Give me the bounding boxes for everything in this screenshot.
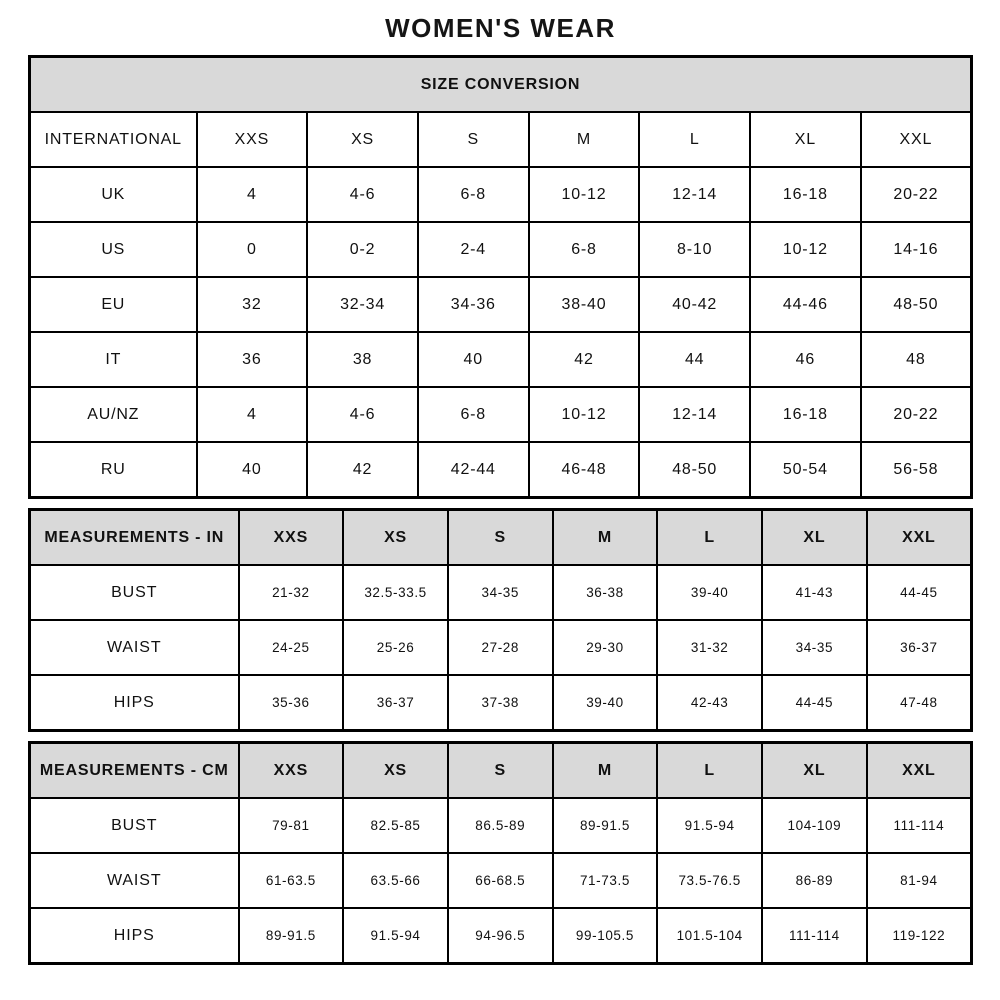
size-conversion-title: SIZE CONVERSION xyxy=(30,57,972,113)
measurement-cell: 25-26 xyxy=(343,620,448,675)
measurement-cell: 32.5-33.5 xyxy=(343,565,448,620)
size-conversion-title-row xyxy=(30,57,972,113)
column-header-l: L xyxy=(657,510,762,566)
row-bust-cm xyxy=(30,798,972,853)
size-cell: 46 xyxy=(750,332,861,387)
column-header-international: INTERNATIONAL xyxy=(30,112,197,167)
size-cell: 40-42 xyxy=(639,277,750,332)
size-cell: 44 xyxy=(639,332,750,387)
size-cell: 20-22 xyxy=(861,167,972,222)
column-header-s: S xyxy=(418,112,529,167)
column-header-xxl: XXL xyxy=(861,112,972,167)
column-header-measurements-cm: MEASUREMENTS - CM xyxy=(30,743,239,799)
size-cell: 12-14 xyxy=(639,387,750,442)
measurement-cell: 31-32 xyxy=(657,620,762,675)
size-cell: 48-50 xyxy=(639,442,750,498)
size-cell: 32-34 xyxy=(307,277,418,332)
measurement-cell: 99-105.5 xyxy=(553,908,658,964)
measurement-cell: 94-96.5 xyxy=(448,908,553,964)
measurement-cell: 86-89 xyxy=(762,853,867,908)
measurement-cell: 39-40 xyxy=(657,565,762,620)
measurement-cell: 111-114 xyxy=(867,798,972,853)
column-header-s: S xyxy=(448,510,553,566)
size-cell: 6-8 xyxy=(418,387,529,442)
measurement-cell: 34-35 xyxy=(448,565,553,620)
column-header-m: M xyxy=(553,510,658,566)
column-header-xs: XS xyxy=(307,112,418,167)
size-cell: 10-12 xyxy=(529,167,640,222)
size-cell: 38 xyxy=(307,332,418,387)
measurement-cell: 29-30 xyxy=(553,620,658,675)
column-header-measurements-in: MEASUREMENTS - IN xyxy=(30,510,239,566)
row-waist-cm xyxy=(30,853,972,908)
row-aunz xyxy=(30,387,972,442)
row-uk xyxy=(30,167,972,222)
row-us xyxy=(30,222,972,277)
size-cell: 36 xyxy=(197,332,308,387)
size-cell: 10-12 xyxy=(529,387,640,442)
size-cell: 8-10 xyxy=(639,222,750,277)
column-header-xxs: XXS xyxy=(239,510,344,566)
column-header-xs: XS xyxy=(343,510,448,566)
measurement-cell: 37-38 xyxy=(448,675,553,731)
size-cell: 42-44 xyxy=(418,442,529,498)
measurement-cell: 73.5-76.5 xyxy=(657,853,762,908)
row-label: BUST xyxy=(30,565,239,620)
size-cell: 6-8 xyxy=(418,167,529,222)
size-cell: 34-36 xyxy=(418,277,529,332)
row-hips-cm xyxy=(30,908,972,964)
row-label: RU xyxy=(30,442,197,498)
measurements-in-header-row xyxy=(30,510,972,566)
measurement-cell: 89-91.5 xyxy=(239,908,344,964)
column-header-l: L xyxy=(639,112,750,167)
row-ru xyxy=(30,442,972,498)
column-header-xl: XL xyxy=(750,112,861,167)
row-label: US xyxy=(30,222,197,277)
column-header-xl: XL xyxy=(762,510,867,566)
size-cell: 50-54 xyxy=(750,442,861,498)
measurement-cell: 82.5-85 xyxy=(343,798,448,853)
measurement-cell: 27-28 xyxy=(448,620,553,675)
size-cell: 14-16 xyxy=(861,222,972,277)
measurement-cell: 111-114 xyxy=(762,908,867,964)
size-cell: 42 xyxy=(307,442,418,498)
size-cell: 40 xyxy=(197,442,308,498)
column-header-xxl: XXL xyxy=(867,510,972,566)
measurement-cell: 24-25 xyxy=(239,620,344,675)
size-cell: 6-8 xyxy=(529,222,640,277)
measurement-cell: 21-32 xyxy=(239,565,344,620)
column-header-l: L xyxy=(657,743,762,799)
size-cell: 42 xyxy=(529,332,640,387)
measurement-cell: 101.5-104 xyxy=(657,908,762,964)
row-label: WAIST xyxy=(30,853,239,908)
column-header-xxs: XXS xyxy=(239,743,344,799)
measurements-in-table xyxy=(28,508,973,732)
measurement-cell: 89-91.5 xyxy=(553,798,658,853)
row-bust-in xyxy=(30,565,972,620)
measurement-cell: 63.5-66 xyxy=(343,853,448,908)
column-header-m: M xyxy=(529,112,640,167)
size-cell: 20-22 xyxy=(861,387,972,442)
size-cell: 48-50 xyxy=(861,277,972,332)
size-cell: 16-18 xyxy=(750,387,861,442)
size-cell: 12-14 xyxy=(639,167,750,222)
measurements-cm-table xyxy=(28,741,973,965)
measurement-cell: 36-38 xyxy=(553,565,658,620)
size-cell: 32 xyxy=(197,277,308,332)
row-label: WAIST xyxy=(30,620,239,675)
measurement-cell: 61-63.5 xyxy=(239,853,344,908)
measurement-cell: 42-43 xyxy=(657,675,762,731)
measurement-cell: 36-37 xyxy=(867,620,972,675)
measurement-cell: 34-35 xyxy=(762,620,867,675)
size-conversion-table xyxy=(28,55,973,499)
measurement-cell: 104-109 xyxy=(762,798,867,853)
size-cell: 4-6 xyxy=(307,387,418,442)
measurement-cell: 66-68.5 xyxy=(448,853,553,908)
measurements-cm-header-row xyxy=(30,743,972,799)
size-conversion-header-row xyxy=(30,112,972,167)
row-label: BUST xyxy=(30,798,239,853)
page-title: WOMEN'S WEAR xyxy=(385,13,616,43)
measurement-cell: 86.5-89 xyxy=(448,798,553,853)
row-label: AU/NZ xyxy=(30,387,197,442)
row-label: IT xyxy=(30,332,197,387)
column-header-xxs: XXS xyxy=(197,112,308,167)
size-cell: 2-4 xyxy=(418,222,529,277)
column-header-xxl: XXL xyxy=(867,743,972,799)
size-cell: 16-18 xyxy=(750,167,861,222)
size-cell: 10-12 xyxy=(750,222,861,277)
row-label: HIPS xyxy=(30,908,239,964)
size-cell: 48 xyxy=(861,332,972,387)
measurement-cell: 119-122 xyxy=(867,908,972,964)
measurement-cell: 41-43 xyxy=(762,565,867,620)
size-cell: 0-2 xyxy=(307,222,418,277)
column-header-xl: XL xyxy=(762,743,867,799)
size-cell: 4 xyxy=(197,167,308,222)
measurement-cell: 36-37 xyxy=(343,675,448,731)
row-it xyxy=(30,332,972,387)
size-cell: 0 xyxy=(197,222,308,277)
measurement-cell: 44-45 xyxy=(762,675,867,731)
size-cell: 40 xyxy=(418,332,529,387)
row-label: UK xyxy=(30,167,197,222)
measurement-cell: 35-36 xyxy=(239,675,344,731)
size-cell: 44-46 xyxy=(750,277,861,332)
row-label: HIPS xyxy=(30,675,239,731)
row-eu xyxy=(30,277,972,332)
measurement-cell: 71-73.5 xyxy=(553,853,658,908)
measurement-cell: 44-45 xyxy=(867,565,972,620)
measurement-cell: 39-40 xyxy=(553,675,658,731)
size-cell: 38-40 xyxy=(529,277,640,332)
row-label: EU xyxy=(30,277,197,332)
size-cell: 46-48 xyxy=(529,442,640,498)
size-cell: 4 xyxy=(197,387,308,442)
measurement-cell: 81-94 xyxy=(867,853,972,908)
measurement-cell: 91.5-94 xyxy=(657,798,762,853)
row-waist-in xyxy=(30,620,972,675)
column-header-xs: XS xyxy=(343,743,448,799)
column-header-s: S xyxy=(448,743,553,799)
measurement-cell: 91.5-94 xyxy=(343,908,448,964)
measurement-cell: 47-48 xyxy=(867,675,972,731)
row-hips-in xyxy=(30,675,972,731)
size-cell: 4-6 xyxy=(307,167,418,222)
measurement-cell: 79-81 xyxy=(239,798,344,853)
column-header-m: M xyxy=(553,743,658,799)
size-cell: 56-58 xyxy=(861,442,972,498)
